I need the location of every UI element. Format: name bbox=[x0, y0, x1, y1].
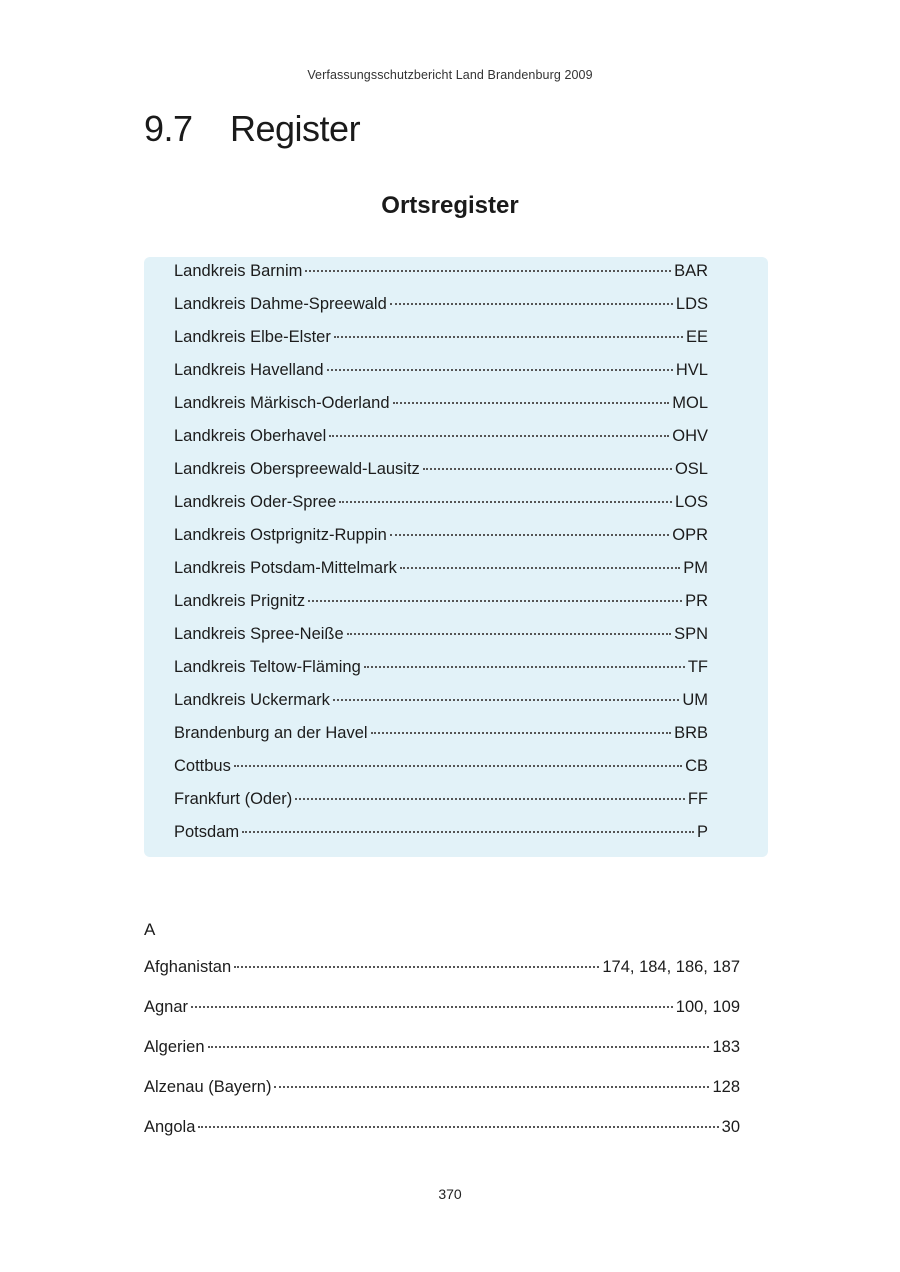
district-name: Landkreis Teltow-Fläming bbox=[174, 658, 361, 676]
index-pages: 174, 184, 186, 187 bbox=[602, 958, 740, 976]
index-letter-heading: A bbox=[144, 920, 156, 939]
district-name: Landkreis Prignitz bbox=[174, 592, 306, 610]
district-code: CB bbox=[685, 757, 708, 775]
section-heading bbox=[144, 108, 360, 150]
district-name: Landkreis Ostprignitz-Ruppin bbox=[174, 526, 387, 544]
district-name: Landkreis Elbe-Elster bbox=[174, 328, 331, 346]
district-code-row bbox=[174, 493, 708, 526]
index-place: Algerien bbox=[144, 1038, 205, 1056]
dot-leader bbox=[390, 534, 669, 536]
district-code: FF bbox=[687, 790, 708, 808]
place-index-list bbox=[144, 958, 740, 1158]
district-name: Brandenburg an der Havel bbox=[174, 724, 368, 742]
district-code-row bbox=[174, 526, 708, 559]
index-place: Afghanistan bbox=[144, 958, 232, 976]
index-pages: 100, 109 bbox=[675, 998, 740, 1016]
district-code: P bbox=[696, 823, 708, 841]
district-name: Landkreis Barnim bbox=[174, 262, 303, 280]
district-code-row bbox=[174, 328, 708, 361]
dot-leader bbox=[390, 303, 673, 305]
district-name: Potsdam bbox=[174, 823, 240, 841]
district-code-row bbox=[174, 691, 708, 724]
district-name: Landkreis Märkisch-Oderland bbox=[174, 394, 390, 412]
dot-leader bbox=[334, 336, 683, 338]
dot-leader bbox=[329, 435, 669, 437]
district-code-row bbox=[174, 394, 708, 427]
dot-leader bbox=[393, 402, 670, 404]
district-name: Landkreis Uckermark bbox=[174, 691, 330, 709]
dot-leader bbox=[364, 666, 685, 668]
district-code: OSL bbox=[674, 460, 708, 478]
district-code-row bbox=[174, 460, 708, 493]
dot-leader bbox=[234, 966, 599, 968]
district-name: Landkreis Havelland bbox=[174, 361, 324, 379]
dot-leader bbox=[191, 1006, 673, 1008]
district-code-row bbox=[174, 361, 708, 394]
section-number: 9.7 bbox=[144, 108, 193, 149]
district-code: PM bbox=[683, 559, 708, 577]
district-name: Landkreis Oberspreewald-Lausitz bbox=[174, 460, 420, 478]
index-place: Angola bbox=[144, 1118, 196, 1136]
district-code: SPN bbox=[674, 625, 708, 643]
dot-leader bbox=[339, 501, 672, 503]
district-code: PR bbox=[685, 592, 708, 610]
district-code-list bbox=[174, 262, 708, 856]
district-code-row bbox=[174, 295, 708, 328]
district-code: HVL bbox=[675, 361, 708, 379]
index-pages: 30 bbox=[721, 1118, 740, 1136]
district-code-row bbox=[174, 427, 708, 460]
district-name: Landkreis Oberhavel bbox=[174, 427, 327, 445]
district-code: LOS bbox=[674, 493, 708, 511]
district-code: OHV bbox=[672, 427, 708, 445]
district-code-row bbox=[174, 724, 708, 757]
subsection-heading: Ortsregister bbox=[381, 192, 519, 219]
district-code-row bbox=[174, 790, 708, 823]
district-code: LDS bbox=[675, 295, 708, 313]
district-code: TF bbox=[687, 658, 708, 676]
index-entry bbox=[144, 1078, 740, 1118]
index-place: Agnar bbox=[144, 998, 189, 1016]
district-name: Cottbus bbox=[174, 757, 231, 775]
index-place: Alzenau (Bayern) bbox=[144, 1078, 272, 1096]
index-entry bbox=[144, 1118, 740, 1158]
dot-leader bbox=[308, 600, 682, 602]
dot-leader bbox=[305, 270, 671, 272]
district-name: Landkreis Dahme-Spreewald bbox=[174, 295, 387, 313]
dot-leader bbox=[423, 468, 672, 470]
district-code-row bbox=[174, 559, 708, 592]
district-code-row bbox=[174, 658, 708, 691]
index-entry bbox=[144, 958, 740, 998]
dot-leader bbox=[327, 369, 673, 371]
dot-leader bbox=[208, 1046, 710, 1048]
index-pages: 183 bbox=[712, 1038, 740, 1056]
dot-leader bbox=[347, 633, 671, 635]
dot-leader bbox=[371, 732, 672, 734]
district-code-row bbox=[174, 625, 708, 658]
index-pages: 128 bbox=[712, 1078, 740, 1096]
dot-leader bbox=[400, 567, 680, 569]
district-code-row bbox=[174, 823, 708, 856]
district-code-row bbox=[174, 262, 708, 295]
dot-leader bbox=[242, 831, 694, 833]
dot-leader bbox=[333, 699, 679, 701]
district-name: Frankfurt (Oder) bbox=[174, 790, 293, 808]
district-code: EE bbox=[685, 328, 708, 346]
district-code: OPR bbox=[672, 526, 708, 544]
district-code: BAR bbox=[674, 262, 708, 280]
page-number: 370 bbox=[438, 1186, 462, 1202]
district-code: UM bbox=[682, 691, 708, 709]
dot-leader bbox=[234, 765, 682, 767]
index-entry bbox=[144, 1038, 740, 1078]
dot-leader bbox=[198, 1126, 718, 1128]
district-code-row bbox=[174, 592, 708, 625]
index-entry bbox=[144, 998, 740, 1038]
dot-leader bbox=[274, 1086, 709, 1088]
district-code: MOL bbox=[672, 394, 708, 412]
district-name: Landkreis Spree-Neiße bbox=[174, 625, 344, 643]
running-header: Verfassungsschutzbericht Land Brandenburg 2009 bbox=[307, 68, 593, 82]
district-name: Landkreis Oder-Spree bbox=[174, 493, 337, 511]
district-name: Landkreis Potsdam-Mittelmark bbox=[174, 559, 397, 577]
dot-leader bbox=[295, 798, 685, 800]
district-code: BRB bbox=[674, 724, 708, 742]
section-title: Register bbox=[230, 108, 361, 149]
district-code-row bbox=[174, 757, 708, 790]
